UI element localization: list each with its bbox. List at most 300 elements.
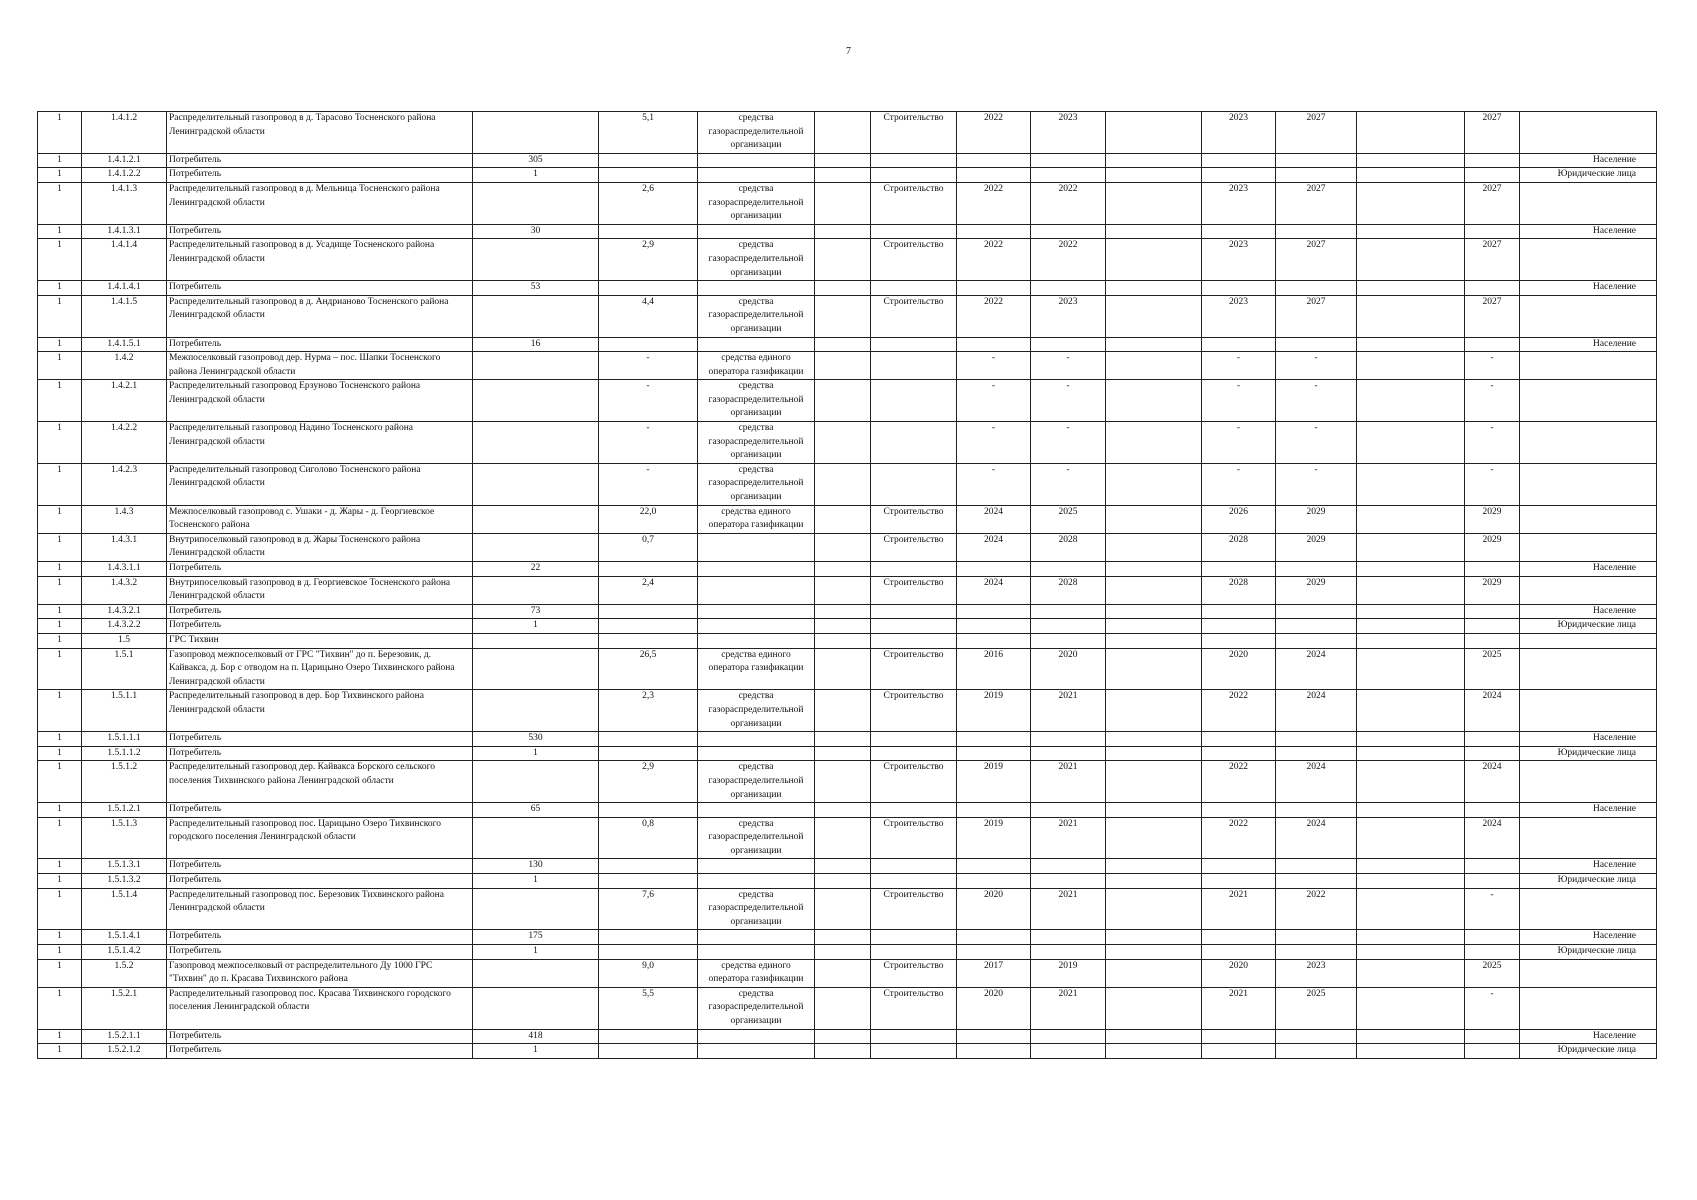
- cell-funding-source: [698, 168, 815, 183]
- cell-empty: [1106, 859, 1202, 874]
- cell-consumer-category: Население: [1520, 732, 1657, 747]
- cell-empty: [815, 380, 871, 422]
- cell-empty: [815, 746, 871, 761]
- cell-empty: [1357, 690, 1465, 732]
- cell-year-end: 2021: [1031, 690, 1106, 732]
- cell-year-start: [957, 633, 1031, 648]
- cell-group: 1: [38, 224, 82, 239]
- cell-empty: [1106, 690, 1202, 732]
- cell-object-name: Газопровод межпоселковый от ГРС "Тихвин" до п. Березовик, д. Кайвакса, д. Бор с отводом на п. Царицыно Озеро Тихвинского района Ленинградской области: [167, 648, 473, 690]
- cell-consumer-category: [1520, 422, 1657, 464]
- cell-code: 1.5.1.4.1: [82, 930, 167, 945]
- cell-funding-source: [698, 337, 815, 352]
- cell-empty: [1357, 761, 1465, 803]
- cell-object-name: Распределительный газопровод в д. Андрианово Тосненского района Ленинградской области: [167, 295, 473, 337]
- page-number: 7: [846, 46, 851, 57]
- table-row: [38, 732, 1657, 747]
- cell-length: 2,3: [599, 690, 698, 732]
- cell-code: 1.4.2: [82, 352, 167, 380]
- cell-year-planned: [1202, 562, 1276, 577]
- cell-length: 2,4: [599, 576, 698, 604]
- cell-empty: [1357, 859, 1465, 874]
- cell-empty: [1106, 732, 1202, 747]
- cell-length: [599, 1029, 698, 1044]
- cell-empty: [1357, 1029, 1465, 1044]
- cell-code: 1.5.2.1.2: [82, 1044, 167, 1059]
- cell-funding-source: средства газораспределительной организации: [698, 987, 815, 1029]
- cell-work-type: Строительство: [871, 761, 957, 803]
- cell-consumer-category: [1520, 987, 1657, 1029]
- cell-consumer-count: [473, 576, 599, 604]
- table-row: [38, 945, 1657, 960]
- cell-consumer-category: Население: [1520, 859, 1657, 874]
- cell-object-name: Потребитель: [167, 281, 473, 296]
- cell-year-planned: [1202, 281, 1276, 296]
- cell-year-end: 2021: [1031, 888, 1106, 930]
- cell-consumer-category: [1520, 182, 1657, 224]
- cell-empty: [815, 930, 871, 945]
- cell-code: 1.4.3: [82, 505, 167, 533]
- cell-work-type: [871, 153, 957, 168]
- cell-empty: [1106, 505, 1202, 533]
- cell-year-planned: 2028: [1202, 533, 1276, 561]
- cell-empty: [1357, 987, 1465, 1029]
- cell-object-name: Потребитель: [167, 746, 473, 761]
- table-row: [38, 959, 1657, 987]
- cell-length: [599, 859, 698, 874]
- cell-year-completion: [1276, 619, 1357, 634]
- cell-empty: [815, 505, 871, 533]
- cell-empty: [1357, 422, 1465, 464]
- cell-empty: [1106, 987, 1202, 1029]
- cell-empty: [1357, 533, 1465, 561]
- cell-year-start: [957, 945, 1031, 960]
- cell-year-start: -: [957, 422, 1031, 464]
- cell-empty: [815, 463, 871, 505]
- cell-year-completion: 2027: [1276, 182, 1357, 224]
- cell-work-type: Строительство: [871, 239, 957, 281]
- table-row: [38, 888, 1657, 930]
- cell-year-final: [1465, 859, 1520, 874]
- cell-year-start: [957, 859, 1031, 874]
- cell-consumer-count: 130: [473, 859, 599, 874]
- cell-object-name: Внутрипоселковый газопровод в д. Георгиевское Тосненского района Ленинградской области: [167, 576, 473, 604]
- cell-code: 1.5.1.3.2: [82, 874, 167, 889]
- cell-year-completion: [1276, 281, 1357, 296]
- cell-consumer-count: [473, 380, 599, 422]
- cell-group: 1: [38, 182, 82, 224]
- cell-work-type: Строительство: [871, 987, 957, 1029]
- cell-work-type: [871, 168, 957, 183]
- cell-object-name: Межпоселковый газопровод дер. Нурма – пос. Шапки Тосненского района Ленинградской области: [167, 352, 473, 380]
- cell-year-completion: [1276, 224, 1357, 239]
- cell-empty: [1106, 633, 1202, 648]
- table-row: [38, 874, 1657, 889]
- table-row: [38, 352, 1657, 380]
- cell-work-type: [871, 380, 957, 422]
- table-row: [38, 533, 1657, 561]
- cell-consumer-count: 418: [473, 1029, 599, 1044]
- table-row: [38, 168, 1657, 183]
- cell-group: 1: [38, 619, 82, 634]
- cell-year-completion: 2024: [1276, 648, 1357, 690]
- cell-consumer-count: 530: [473, 732, 599, 747]
- cell-object-name: Потребитель: [167, 604, 473, 619]
- cell-year-start: [957, 619, 1031, 634]
- cell-consumer-count: [473, 505, 599, 533]
- cell-year-end: -: [1031, 422, 1106, 464]
- cell-consumer-category: Население: [1520, 281, 1657, 296]
- cell-object-name: Потребитель: [167, 930, 473, 945]
- cell-funding-source: средства единого оператора газификации: [698, 648, 815, 690]
- cell-year-planned: -: [1202, 422, 1276, 464]
- cell-consumer-category: [1520, 463, 1657, 505]
- cell-code: 1.4.3.2.2: [82, 619, 167, 634]
- cell-year-final: [1465, 874, 1520, 889]
- cell-year-completion: 2029: [1276, 533, 1357, 561]
- cell-year-start: -: [957, 463, 1031, 505]
- cell-length: 4,4: [599, 295, 698, 337]
- table-row: [38, 239, 1657, 281]
- cell-empty: [1106, 112, 1202, 154]
- cell-year-start: [957, 930, 1031, 945]
- table-row: [38, 761, 1657, 803]
- cell-empty: [815, 422, 871, 464]
- cell-year-end: [1031, 633, 1106, 648]
- cell-consumer-count: [473, 422, 599, 464]
- cell-funding-source: средства газораспределительной организации: [698, 761, 815, 803]
- cell-code: 1.5.1.1: [82, 690, 167, 732]
- cell-group: 1: [38, 803, 82, 818]
- table-row: [38, 619, 1657, 634]
- cell-group: 1: [38, 239, 82, 281]
- cell-funding-source: средства газораспределительной организации: [698, 112, 815, 154]
- cell-code: 1.4.3.2: [82, 576, 167, 604]
- cell-group: 1: [38, 422, 82, 464]
- cell-length: 5,1: [599, 112, 698, 154]
- cell-consumer-category: Юридические лица: [1520, 619, 1657, 634]
- cell-consumer-category: [1520, 959, 1657, 987]
- cell-object-name: Потребитель: [167, 1029, 473, 1044]
- cell-empty: [1357, 295, 1465, 337]
- cell-year-start: [957, 604, 1031, 619]
- cell-year-final: 2025: [1465, 959, 1520, 987]
- cell-consumer-count: 175: [473, 930, 599, 945]
- cell-year-completion: [1276, 168, 1357, 183]
- cell-funding-source: средства газораспределительной организации: [698, 380, 815, 422]
- cell-work-type: Строительство: [871, 533, 957, 561]
- cell-year-completion: -: [1276, 463, 1357, 505]
- cell-empty: [1106, 533, 1202, 561]
- cell-length: 26,5: [599, 648, 698, 690]
- cell-group: 1: [38, 888, 82, 930]
- table-row: [38, 746, 1657, 761]
- cell-year-end: 2028: [1031, 533, 1106, 561]
- cell-year-completion: -: [1276, 422, 1357, 464]
- cell-code: 1.5.1.4.2: [82, 945, 167, 960]
- cell-year-end: [1031, 859, 1106, 874]
- cell-consumer-count: [473, 761, 599, 803]
- table-row: [38, 576, 1657, 604]
- cell-year-end: 2023: [1031, 112, 1106, 154]
- cell-code: 1.5.1.1.1: [82, 732, 167, 747]
- cell-empty: [1357, 619, 1465, 634]
- cell-empty: [1357, 803, 1465, 818]
- cell-year-end: [1031, 168, 1106, 183]
- cell-work-type: [871, 803, 957, 818]
- cell-year-completion: 2027: [1276, 112, 1357, 154]
- pipeline-table: [37, 111, 1657, 1059]
- cell-funding-source: [698, 562, 815, 577]
- cell-length: [599, 604, 698, 619]
- cell-object-name: Распределительный газопровод дер. Кайвакса Борского сельского поселения Тихвинского района Ленинградской области: [167, 761, 473, 803]
- cell-year-final: [1465, 1029, 1520, 1044]
- cell-year-start: 2024: [957, 505, 1031, 533]
- cell-group: 1: [38, 505, 82, 533]
- cell-object-name: Распределительный газопровод Сиголово Тосненского района Ленинградской области: [167, 463, 473, 505]
- cell-work-type: Строительство: [871, 648, 957, 690]
- cell-empty: [815, 239, 871, 281]
- cell-empty: [1106, 153, 1202, 168]
- cell-empty: [815, 153, 871, 168]
- cell-year-start: 2016: [957, 648, 1031, 690]
- cell-length: 2,6: [599, 182, 698, 224]
- cell-object-name: Потребитель: [167, 168, 473, 183]
- cell-empty: [1357, 874, 1465, 889]
- cell-code: 1.4.1.3: [82, 182, 167, 224]
- cell-year-final: [1465, 945, 1520, 960]
- cell-consumer-category: [1520, 761, 1657, 803]
- cell-object-name: Потребитель: [167, 732, 473, 747]
- cell-work-type: [871, 562, 957, 577]
- cell-code: 1.4.1.2.1: [82, 153, 167, 168]
- cell-year-end: 2020: [1031, 648, 1106, 690]
- cell-year-completion: 2029: [1276, 505, 1357, 533]
- cell-year-start: 2017: [957, 959, 1031, 987]
- cell-consumer-category: [1520, 112, 1657, 154]
- cell-funding-source: [698, 746, 815, 761]
- cell-empty: [815, 533, 871, 561]
- cell-year-planned: 2021: [1202, 888, 1276, 930]
- cell-code: 1.4.1.4.1: [82, 281, 167, 296]
- cell-empty: [1106, 239, 1202, 281]
- cell-year-final: [1465, 337, 1520, 352]
- cell-consumer-count: 1: [473, 1044, 599, 1059]
- cell-year-end: -: [1031, 463, 1106, 505]
- cell-empty: [1106, 224, 1202, 239]
- cell-group: 1: [38, 945, 82, 960]
- table-row: [38, 648, 1657, 690]
- cell-code: 1.4.1.2: [82, 112, 167, 154]
- cell-funding-source: средства газораспределительной организации: [698, 690, 815, 732]
- cell-year-planned: 2020: [1202, 648, 1276, 690]
- cell-empty: [1357, 153, 1465, 168]
- cell-group: 1: [38, 533, 82, 561]
- cell-length: 9,0: [599, 959, 698, 987]
- cell-year-completion: [1276, 803, 1357, 818]
- cell-year-start: [957, 224, 1031, 239]
- cell-length: -: [599, 380, 698, 422]
- cell-year-final: 2027: [1465, 112, 1520, 154]
- cell-funding-source: [698, 619, 815, 634]
- cell-work-type: [871, 352, 957, 380]
- cell-code: 1.5.1.4: [82, 888, 167, 930]
- cell-year-end: [1031, 562, 1106, 577]
- cell-empty: [1106, 761, 1202, 803]
- cell-empty: [1106, 1044, 1202, 1059]
- cell-code: 1.5.1.3: [82, 817, 167, 859]
- table-row: [38, 1044, 1657, 1059]
- cell-year-planned: 2022: [1202, 761, 1276, 803]
- cell-empty: [1106, 352, 1202, 380]
- cell-consumer-category: Юридические лица: [1520, 746, 1657, 761]
- cell-work-type: [871, 930, 957, 945]
- cell-consumer-count: 53: [473, 281, 599, 296]
- cell-object-name: Распределительный газопровод в д. Мельница Тосненского района Ленинградской области: [167, 182, 473, 224]
- cell-group: 1: [38, 281, 82, 296]
- cell-empty: [1357, 648, 1465, 690]
- cell-object-name: Межпоселковый газопровод с. Ушаки - д. Жары - д. Георгиевское Тосненского района: [167, 505, 473, 533]
- cell-work-type: [871, 604, 957, 619]
- cell-year-planned: 2020: [1202, 959, 1276, 987]
- cell-year-start: 2022: [957, 295, 1031, 337]
- cell-consumer-count: [473, 987, 599, 1029]
- cell-year-completion: 2022: [1276, 888, 1357, 930]
- cell-object-name: Распределительный газопровод Надино Тосненского района Ленинградской области: [167, 422, 473, 464]
- cell-length: 22,0: [599, 505, 698, 533]
- cell-object-name: Внутрипоселковый газопровод в д. Жары Тосненского района Ленинградской области: [167, 533, 473, 561]
- cell-empty: [1106, 648, 1202, 690]
- cell-empty: [1106, 463, 1202, 505]
- cell-group: 1: [38, 112, 82, 154]
- cell-consumer-count: [473, 239, 599, 281]
- cell-year-start: 2020: [957, 987, 1031, 1029]
- cell-year-completion: 2024: [1276, 817, 1357, 859]
- cell-work-type: Строительство: [871, 295, 957, 337]
- cell-consumer-category: Население: [1520, 930, 1657, 945]
- cell-year-planned: [1202, 945, 1276, 960]
- cell-funding-source: средства единого оператора газификации: [698, 959, 815, 987]
- cell-consumer-category: Юридические лица: [1520, 874, 1657, 889]
- cell-year-planned: 2022: [1202, 690, 1276, 732]
- cell-empty: [815, 874, 871, 889]
- cell-funding-source: [698, 945, 815, 960]
- cell-consumer-count: [473, 295, 599, 337]
- cell-code: 1.4.1.2.2: [82, 168, 167, 183]
- cell-year-completion: [1276, 874, 1357, 889]
- cell-work-type: [871, 1029, 957, 1044]
- cell-consumer-category: Население: [1520, 803, 1657, 818]
- cell-year-planned: [1202, 153, 1276, 168]
- cell-object-name: Потребитель: [167, 1044, 473, 1059]
- table-row: [38, 182, 1657, 224]
- cell-empty: [1106, 182, 1202, 224]
- cell-code: 1.4.3.1: [82, 533, 167, 561]
- cell-year-end: [1031, 732, 1106, 747]
- cell-empty: [1357, 337, 1465, 352]
- cell-funding-source: [698, 874, 815, 889]
- cell-consumer-count: 1: [473, 619, 599, 634]
- cell-year-planned: [1202, 619, 1276, 634]
- cell-length: 2,9: [599, 761, 698, 803]
- cell-year-end: 2021: [1031, 817, 1106, 859]
- table-row: [38, 1029, 1657, 1044]
- cell-empty: [815, 959, 871, 987]
- cell-year-start: [957, 1029, 1031, 1044]
- cell-year-planned: [1202, 224, 1276, 239]
- cell-consumer-category: [1520, 576, 1657, 604]
- cell-empty: [815, 633, 871, 648]
- cell-year-final: [1465, 732, 1520, 747]
- cell-empty: [1357, 352, 1465, 380]
- cell-funding-source: средства газораспределительной организации: [698, 295, 815, 337]
- cell-year-final: [1465, 281, 1520, 296]
- cell-object-name: Потребитель: [167, 803, 473, 818]
- cell-work-type: Строительство: [871, 576, 957, 604]
- cell-length: [599, 746, 698, 761]
- cell-year-planned: [1202, 732, 1276, 747]
- cell-object-name: Распределительный газопровод в д. Усадище Тосненского района Ленинградской области: [167, 239, 473, 281]
- cell-year-completion: -: [1276, 380, 1357, 422]
- cell-length: [599, 562, 698, 577]
- cell-year-end: 2023: [1031, 295, 1106, 337]
- cell-consumer-category: Население: [1520, 562, 1657, 577]
- cell-empty: [1357, 633, 1465, 648]
- cell-consumer-count: [473, 888, 599, 930]
- cell-year-completion: [1276, 562, 1357, 577]
- cell-consumer-category: Население: [1520, 1029, 1657, 1044]
- cell-consumer-category: [1520, 352, 1657, 380]
- cell-empty: [815, 803, 871, 818]
- cell-year-end: 2022: [1031, 239, 1106, 281]
- cell-funding-source: [698, 604, 815, 619]
- cell-group: 1: [38, 761, 82, 803]
- cell-year-end: [1031, 930, 1106, 945]
- cell-empty: [1357, 817, 1465, 859]
- cell-year-start: [957, 562, 1031, 577]
- cell-year-final: [1465, 746, 1520, 761]
- cell-year-end: [1031, 281, 1106, 296]
- cell-group: 1: [38, 153, 82, 168]
- cell-year-start: [957, 874, 1031, 889]
- cell-group: 1: [38, 295, 82, 337]
- cell-consumer-count: 30: [473, 224, 599, 239]
- cell-group: 1: [38, 168, 82, 183]
- cell-empty: [1357, 168, 1465, 183]
- cell-empty: [1357, 930, 1465, 945]
- cell-year-start: -: [957, 352, 1031, 380]
- cell-year-start: 2022: [957, 239, 1031, 281]
- cell-consumer-count: [473, 352, 599, 380]
- cell-year-end: -: [1031, 352, 1106, 380]
- cell-year-final: [1465, 153, 1520, 168]
- cell-code: 1.5.1.2.1: [82, 803, 167, 818]
- cell-consumer-category: [1520, 633, 1657, 648]
- cell-length: 0,8: [599, 817, 698, 859]
- cell-code: 1.4.3.2.1: [82, 604, 167, 619]
- cell-work-type: Строительство: [871, 112, 957, 154]
- cell-year-completion: [1276, 945, 1357, 960]
- cell-object-name: Потребитель: [167, 874, 473, 889]
- cell-year-final: 2029: [1465, 505, 1520, 533]
- cell-group: 1: [38, 859, 82, 874]
- cell-work-type: [871, 463, 957, 505]
- cell-consumer-count: [473, 112, 599, 154]
- cell-funding-source: [698, 859, 815, 874]
- table-row: [38, 281, 1657, 296]
- cell-funding-source: [698, 1044, 815, 1059]
- cell-length: [599, 619, 698, 634]
